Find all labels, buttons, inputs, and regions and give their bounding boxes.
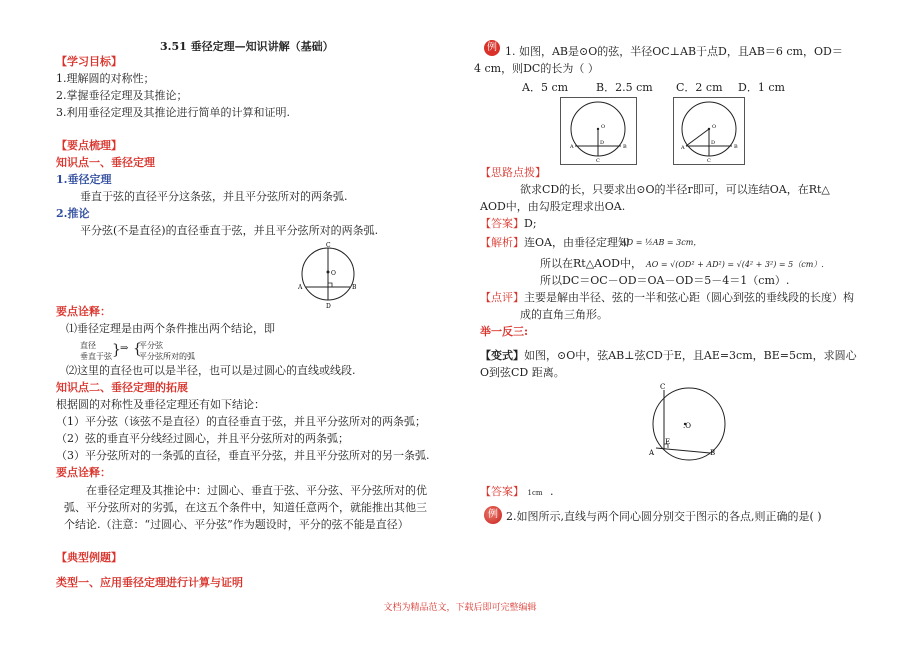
hint-line-1: 欲求CD的长，只要求出⊙O的半径r即可，可以连结OA，在Rt△ bbox=[520, 183, 830, 196]
comment-line-1: 主要是解由半径、弦的一半和弦心距（圆心到弦的垂线段的长度）构 bbox=[524, 291, 854, 304]
svg-text:C: C bbox=[596, 158, 600, 164]
comment-line-2: 成的直角三角形。 bbox=[520, 308, 608, 321]
answer-2-tag: 【答案】 bbox=[480, 485, 524, 498]
condition-diameter: 直径 bbox=[80, 341, 96, 350]
question-2-text: 2.如图所示,直线与两个同心圆分别交于图示的各点,则正确的是( ) bbox=[506, 510, 822, 523]
points-header: 【要点梳理】 bbox=[56, 139, 122, 152]
implies-arrow-icon: ⇒ bbox=[120, 343, 129, 354]
comment-row bbox=[480, 291, 854, 305]
note-1-line-1: ⑴垂径定理是由两个条件推出两个结论，即 bbox=[66, 322, 275, 335]
figure-question-1b bbox=[673, 97, 745, 165]
variant-row bbox=[480, 349, 857, 363]
brace-icon: } bbox=[112, 342, 121, 358]
page-title: 3.51 垂径定理—知识讲解（基础） bbox=[160, 40, 334, 53]
svg-text:B: B bbox=[710, 449, 716, 457]
note-2-line: 在垂径定理及其推论中：过圆心、垂直于弦、平分弦、平分弦所对的优 bbox=[86, 484, 427, 497]
conclusion-list bbox=[139, 340, 195, 362]
section-title: 2.推论 bbox=[56, 207, 90, 220]
svg-text:E: E bbox=[665, 438, 671, 446]
svg-text:.O: .O bbox=[683, 422, 691, 430]
goal-item: 1.理解圆的对称性； bbox=[56, 72, 155, 85]
footer-note: 文档为精品范文，下载后即可完整编辑 bbox=[383, 603, 537, 613]
question-1-line-1: 1. 如图，AB是⊙O的弦，半径OC⊥AB于点D，且AB＝6 cm，OD＝ bbox=[505, 45, 843, 58]
label-c: C bbox=[326, 242, 331, 249]
condition-scheme bbox=[80, 340, 112, 362]
formula-ao: AO = √(OD² + AD²) = √(4² + 3²) = 5（cm）. bbox=[646, 260, 824, 269]
theorem-text: 垂直于弦的直径平分这条弦，并且平分弦所对的两条弧. bbox=[80, 190, 348, 203]
section-title: 1.垂径定理 bbox=[56, 173, 112, 186]
example-badge: 例 bbox=[484, 40, 500, 56]
svg-text:B: B bbox=[623, 144, 627, 150]
svg-text:A: A bbox=[570, 144, 574, 150]
answer-tag: 【答案】 bbox=[480, 217, 524, 230]
svg-text:B: B bbox=[734, 144, 738, 150]
svg-text:A: A bbox=[649, 449, 655, 457]
option-c: C．2 cm bbox=[676, 81, 723, 94]
answer-2-dot: . bbox=[550, 485, 554, 498]
solution-line-2: 所以在Rt△AOD中， bbox=[540, 257, 642, 270]
label-o: O bbox=[331, 270, 336, 277]
option-a: A．5 cm bbox=[522, 81, 569, 94]
label-a: A bbox=[298, 284, 303, 291]
extension-item: （3）平分弦所对的一条弧的直径，垂直平分弦，并且平分弦所对的另一条弧. bbox=[56, 449, 430, 462]
knowledge-point-2-title: 知识点二、垂径定理的拓展 bbox=[56, 381, 188, 394]
variant-line-1: 如图，⊙O中，弦AB⊥弦CD于E，且AE=3cm，BE=5cm，求圆心 bbox=[524, 349, 857, 362]
circle-diagram-variant bbox=[644, 382, 734, 464]
solution-line-3: 所以DC＝OC－OD＝OA－OD＝5－4＝1（cm）. bbox=[540, 274, 790, 287]
label-d: D bbox=[326, 303, 331, 310]
variant-tag: 【变式】 bbox=[480, 349, 524, 362]
note-2-line: 弧、平分弦所对的劣弧，在这五个条件中，知道任意两个，就能推出其他三 bbox=[64, 501, 427, 514]
comment-tag: 【点评】 bbox=[480, 291, 524, 304]
label-b: B bbox=[352, 284, 357, 291]
conclusion-bisect-arcs: 平分弦所对的弧 bbox=[139, 352, 195, 361]
extension-item: （1）平分弦（该弦不是直径）的直径垂直于弦，并且平分弦所对的两条弧； bbox=[56, 415, 426, 428]
svg-text:O: O bbox=[712, 124, 717, 130]
answer-text: D; bbox=[524, 217, 537, 230]
answer-2-text: 1cm bbox=[527, 489, 543, 497]
type-1-title: 类型一、应用垂径定理进行计算与证明 bbox=[56, 576, 243, 589]
option-d: D．1 cm bbox=[738, 81, 785, 94]
answer-row bbox=[480, 217, 537, 231]
example-badge-2: 例 bbox=[484, 506, 502, 524]
hint-tag: 【思路点拨】 bbox=[480, 166, 546, 179]
goal-item: 2.掌握垂径定理及其推论； bbox=[56, 89, 188, 102]
brace-open-icon: { bbox=[133, 341, 142, 357]
answer-2-row bbox=[480, 485, 554, 500]
svg-text:O: O bbox=[601, 124, 606, 130]
solution-tag: 【解析】 bbox=[480, 236, 524, 249]
question-1-line-2: 4 cm，则DC的长为（ ） bbox=[474, 62, 599, 75]
svg-text:C: C bbox=[660, 383, 666, 391]
formula-ad: AD = ½AB = 3cm， bbox=[621, 238, 702, 247]
solution-row bbox=[480, 236, 629, 250]
corollary-text: 平分弦(不是直径)的直径垂直于弦，并且平分弦所对的两条弧. bbox=[80, 224, 379, 237]
hint-line-2: AOD中，由勾股定理求出OA. bbox=[480, 200, 626, 213]
goal-item: 3.利用垂径定理及其推论进行简单的计算和证明. bbox=[56, 106, 290, 119]
figure-question-1a bbox=[560, 97, 637, 165]
extension-item: （2）弦的垂直平分线经过圆心，并且平分弦所对的两条弧； bbox=[56, 432, 349, 445]
svg-text:A: A bbox=[681, 145, 685, 151]
svg-text:C: C bbox=[707, 158, 711, 164]
circle-diagram-1 bbox=[296, 242, 360, 310]
extension-intro: 根据圆的对称性及垂径定理还有如下结论： bbox=[56, 398, 265, 411]
knowledge-point-1-title: 知识点一、垂径定理 bbox=[56, 156, 155, 169]
note-1-title: 要点诠释： bbox=[56, 305, 111, 318]
note-2-title: 要点诠释： bbox=[56, 466, 111, 479]
examples-header: 【典型例题】 bbox=[56, 551, 122, 564]
goals-header: 【学习目标】 bbox=[56, 55, 122, 68]
conclusion-bisect-chord: 平分弦 bbox=[139, 341, 163, 350]
note-1-line-2: ⑵这里的直径也可以是半径，也可以是过圆心的直线或线段. bbox=[66, 364, 356, 377]
solution-line-1: 连OA，由垂径定理知 bbox=[524, 236, 629, 249]
note-2-line: 个结论.（注意：“过圆心、平分弦”作为题设时，平分的弦不能是直径） bbox=[64, 518, 409, 531]
variations-title: 举一反三: bbox=[480, 325, 529, 338]
option-b: B．2.5 cm bbox=[596, 81, 653, 94]
condition-perpendicular: 垂直于弦 bbox=[80, 352, 112, 361]
svg-text:D: D bbox=[600, 140, 605, 146]
variant-line-2: O到弦CD 距离。 bbox=[480, 366, 565, 379]
svg-text:D: D bbox=[711, 140, 716, 146]
